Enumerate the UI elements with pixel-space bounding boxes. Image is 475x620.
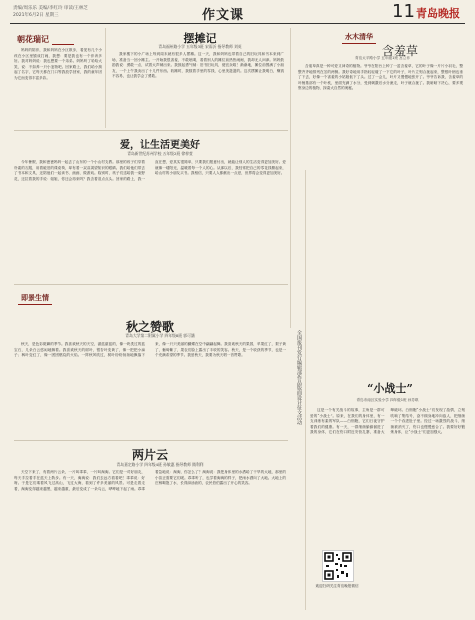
edition-info: 责编/周乐乐 美编/李红玲 审读/王林芝 [13,6,88,11]
article-title: 含羞草 [381,44,418,58]
divider [290,28,291,328]
vertical-sidebar: 全国报刊发行编辑部作品版面设计征文活动 [296,330,302,425]
article-body: 今年暑假，我和爸爸妈妈一起去了山东的一个小山村支教。那里的孩子们穿着朴素的衣服，用着破旧的课桌椅，却有着一双双渴望知识的眼睛。我们给他们带去了书本和文具，还陪他们一起读书、画画、做游戏。临别时，孩子们送给我一束野花，还拉着我的手说：姐姐，你还会再来吗？我含着泪点点头。回家的路上，我一直在想，爱其实很简单，只要我们愿意付出，就能让别人的生活变得更加美好。爱就像一缕阳光，温暖着每一个人的心。从那以后，我经常把自己的零花钱攒起来，给山村的小朋友买书。我相信，只要人人都献出一点爱，世界将会变得更加美好。 [14,160,286,181]
section-rule [14,284,288,285]
article-body: 天空下来了，有着两片云朵，一片叫乖乖，一片叫淘淘。它们是一对好朋友，每天手拉着手在蓝天上散步。有一天，淘淘说：我们去远方看看吧！乖乖说：好呀。于是它们乘着风飞过高山，飞过大海，看到了许多美丽的风景。可是走着走着，淘淘变得越来越黑，越来越重，最后变成了一朵乌云，哗哗地下起了雨。乖乖着急地说：淘淘，你怎么了？淘淘说：我把身体里的水洒给了干旱的大地，那里的小苗正需要它们呢。乖乖听了，也学着淘淘的样子，把雨水洒向了大地。大地上的庄稼喝饱了水，长得绿油油的，农民伯伯露出了开心的笑容。 [14,470,286,491]
page-number: 11 [392,1,415,22]
qr-code-box[interactable] [322,550,354,582]
article-byline: 青岛福州路小学 五年级3班 宋雨沂 指导教师 刘英 [158,44,242,49]
divider [305,170,306,610]
section-title: 作文课 [202,8,245,23]
article-title: 爱，让生活更美好 [120,140,200,151]
section-rule [14,440,288,441]
issue-date: 2021年6月2日 星期三 [13,13,59,18]
article-body: 这是一个有关战斗的故事，主角是一群可爱的“小战士”。原来，在我们的身体里，有一支训练有素的军队——白细胞，它们日夜守护着我们的健康。有一天，一群细菌偷偷溜进了我的身体，它们在伤口附近安营扎寨，准备大肆破坏。白细胞“小战士”们发现了敌情，立刻吹响了集结号，奋不顾身地冲向敌人，把细菌一个个吞进肚子里。经过一场激烈的战斗，细菌被消灭了，伤口也慢慢愈合了。我要好好锻炼身体，让“小战士”们更加强大。 [310,408,465,435]
masthead [0,0,475,24]
article-body: 妈妈的陪伴，我和妈妈在小区散步，看见有几个小孩在小区里嬉戏打闹，我想：要是我也有一个伴该多好。我对妈妈说：我也想要一个弟弟。妈妈听了哈哈大笑，说：不如养一只小宠物吧。回家路上，我们给小狗起了名字，它每天都在门口等我放学回家，我的童年因为它而变得丰富多彩。 [14,48,102,80]
divider [105,28,106,128]
article-byline: 青岛嘉定路小学 四年级4班 孙敏惠 指导教师 隋利利 [116,462,204,467]
article-byline: 青岛新世纪苏州学校 五年级2班 徐梓萱 [127,151,193,156]
article-title: 两片云 [131,448,168,462]
qr-code-icon [323,551,353,581]
article-byline: 青岛市南区实验小学 四年级1班 孙芳琪 [356,398,419,402]
article-title: “小战士” [367,382,413,395]
column-tag: 即景生情 [18,292,52,305]
article-body: 秋天，是色彩斑斓的季节。我喜欢秋天的天空，湛蓝湛蓝的，像一块洗过的蓝宝石，几朵白云悠闲地飘着。我喜欢秋天的树叶，银杏叶变黄了，像一把把小扇子；枫叶变红了，像一团团燃烧的火焰。一阵秋风吹过，树叶纷纷扬扬地飘落下来，像一只只美丽的蝴蝶在空中翩翩起舞。我喜欢秋天的果园，苹果红了，梨子黄了，葡萄紫了，果农们脸上露出了丰收的笑容。秋天，是一个收获的季节，也是一个充满希望的季节。我爱秋天，我要为秋天唱一首赞歌。 [14,342,286,358]
section-rule [14,130,288,131]
column-tag: 朝花瑞记 [14,33,52,46]
article-byline: 青岛大学第二附属小学 四年级8班 郭可涵 [125,333,195,338]
article-title: 摆摊记 [183,32,217,45]
article-body: 含羞草真是一种可爱又神奇的植物。爷爷在阳台上种了一盆含羞草，它的叶子像一片片小羽毛，整整齐齐地排列在茎的两侧。我好奇地用手指轻轻碰了一下它的叶子，叶片立刻合拢起来，整根叶柄也垂了下去，好像一个害羞的小姑娘低下了头。过了一会儿，叶片又慢慢地张开了。爷爷告诉我，含羞草的叶柄基部有一个叶枕，里面充满了水分，受到刺激后水分流走，叶子就合拢了。我暗暗下决心，要多观察身边的植物，探索大自然的奥秘。 [298,64,463,91]
qr-caption: 欢迎扫码关注青岛晚报微信 [315,584,359,588]
article-body: 我家楼下的小广场上每到周末就有很多人摆摊。这一天，我和妈妈也带着自己的旧玩具和书本来到广场，准备当一回小摊主。一开始我很害羞，不敢吆喝，看着别人的摊位前热热闹闹，我却无人问津。妈妈鼓励我说：勇敢一点，试着大声喊出来。我鼓起勇气喊：旧书旧玩具，便宜卖啦！渐渐地，摊位前围满了小朋友，一个上午我卖出了十几件东西。收摊时，我数着手里的零钱，心里美滋滋的。这次摆摊让我明白，赚钱不容易，也让我学会了勇敢。 [112,52,284,79]
header-rule [10,23,465,24]
article-byline: 青岛太平路小学 五年级1班 宫立乔 [355,56,410,60]
column-tag: 水木清华 [342,31,376,44]
article-title: 秋之赞歌 [125,320,174,334]
brand-logo: 青岛晚报 [416,7,460,20]
